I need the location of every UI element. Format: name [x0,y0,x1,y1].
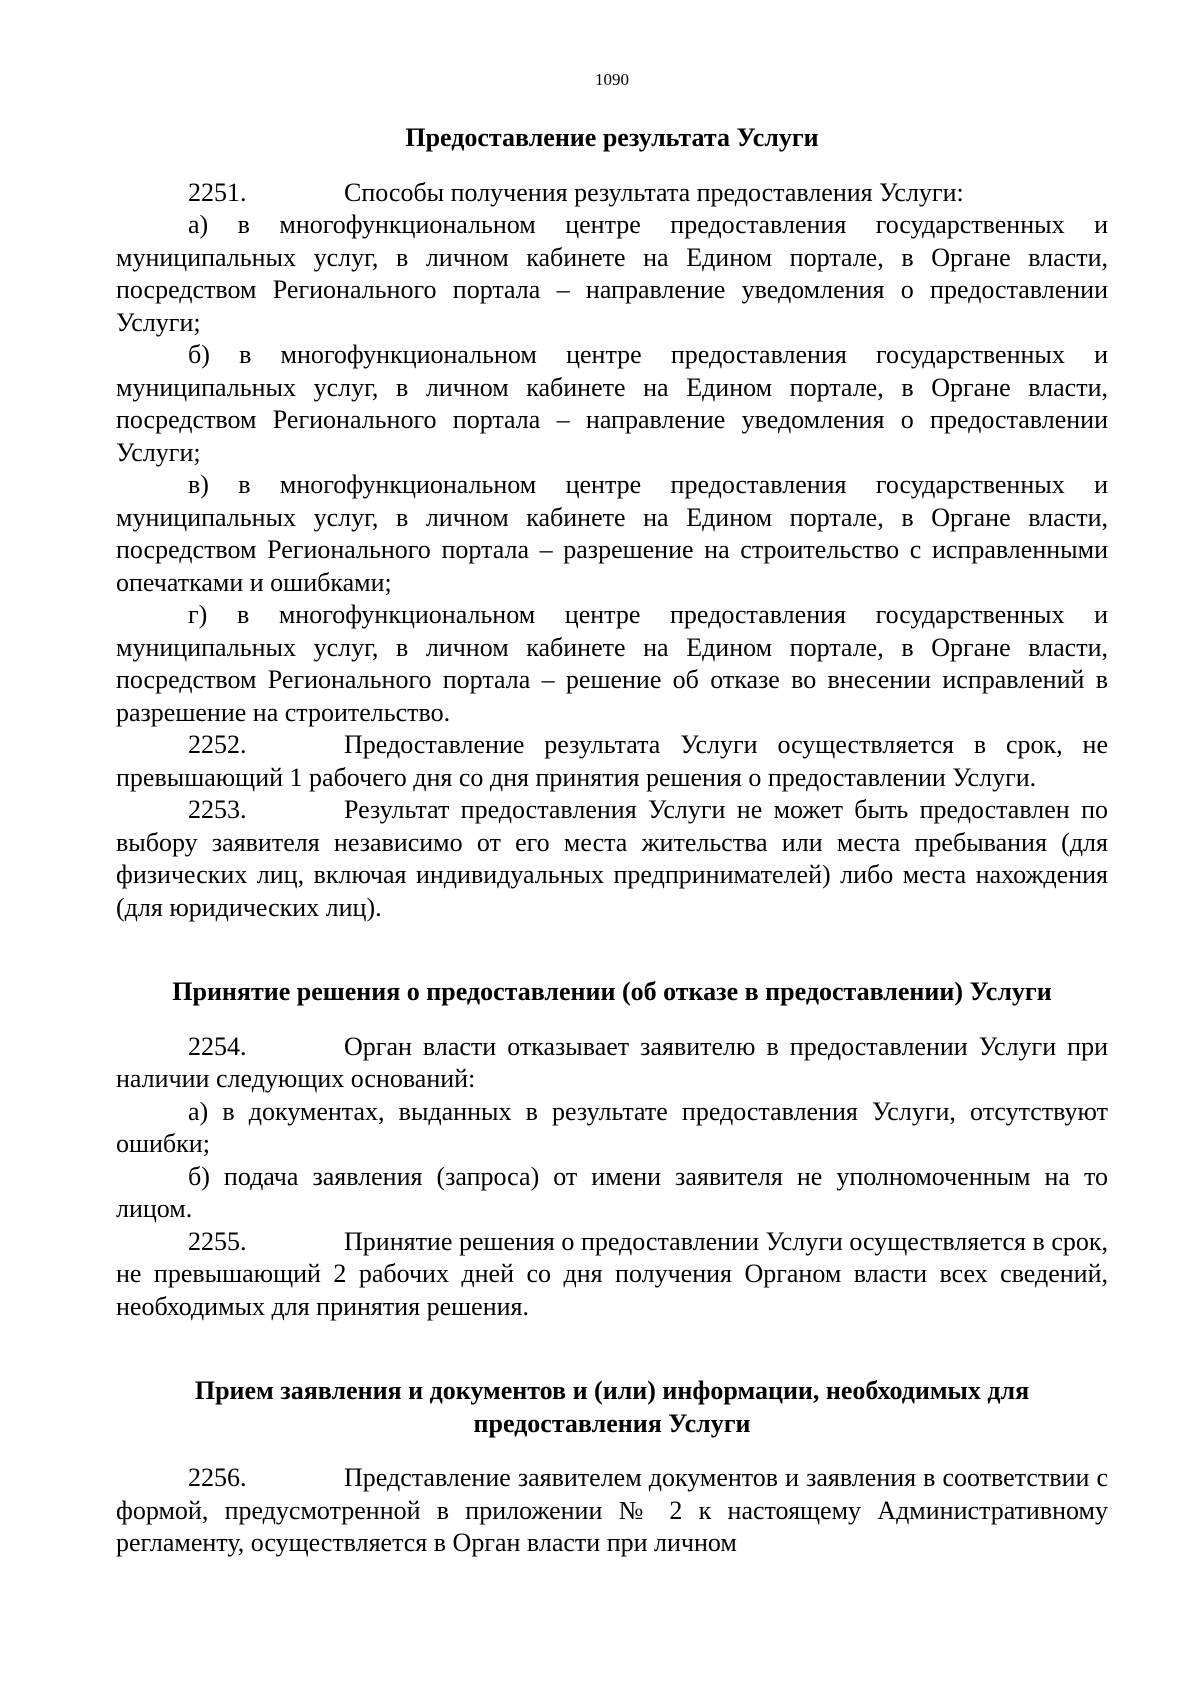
list-item: а) в многофункциональном центре предоставления государственных и муниципальных услуг, в личном кабинете на Едином портале, в Органе власти, посредством Регионального портала – направление уведомления о предоставлении Услуги; [116,210,1108,337]
page-number: 1090 [595,70,629,89]
section-heading: Прием заявления и документов и (или) информации, необходимых для предоставления Услуги [194,1376,1030,1438]
paragraph-text: Результат предоставления Услуги не может быть предоставлен по выбору заявителя независимо от его места жительства или места пребывания (для физических лиц, включая индивидуальных предпринимателей) либо места нахождения (для юридических лиц). [116,795,1108,922]
section-heading: Принятие решения о предоставлении (об отказе в предоставлении) Услуги [172,977,1052,1006]
paragraph-text: Орган власти отказывает заявителю в предоставлении Услуги при наличии следующих оснований: [116,1031,1108,1093]
paragraph-number: 2253. [188,795,247,824]
list-item: г) в многофункциональном центре предоставления государственных и муниципальных услуг, в личном кабинете на Едином портале, в Органе власти, посредством Регионального портала – решение об отказе во внесении исправлений в разрешение на строительство. [116,600,1108,727]
paragraph-text: Предоставление результата Услуги осуществляется в срок, не превышающий 1 рабочего дня со дня принятия решения о предоставлении Услуги. [116,730,1108,792]
list-item: а) в документах, выданных в результате предоставления Услуги, отсутствуют ошибки; [116,1096,1108,1158]
paragraph [116,1226,1108,1324]
paragraph-text: Способы получения результата предоставления Услуги: [344,177,964,207]
list-item: б) в многофункциональном центре предоставления государственных и муниципальных услуг, в личном кабинете на Едином портале, в Органе власти, посредством Регионального портала – направление уведомления о предоставлении Услуги; [116,340,1108,467]
paragraph [116,1031,1108,1096]
paragraph [116,794,1108,924]
paragraph-number: 2251. [188,177,247,207]
paragraph [116,729,1108,794]
paragraph [116,1462,1108,1560]
paragraph-number: 2256. [188,1463,247,1492]
section-heading: Предоставление результата Услуги [405,123,819,152]
paragraph-number: 2254. [188,1031,247,1061]
list-item: б) подача заявления (запроса) от имени заявителя не уполномоченным на то лицом. [116,1161,1108,1223]
list-item: в) в многофункциональном центре предоставления государственных и муниципальных услуг, в личном кабинете на Едином портале, в Органе власти, посредством Регионального портала – разрешение на строительство с исправленными опечатками и ошибками; [116,470,1108,597]
paragraph-text: Принятие решения о предоставлении Услуги осуществляется в срок, не превышающий 2 рабочих дней со дня получения Органом власти всех сведений, необходимых для принятия решения. [116,1226,1108,1321]
paragraph-number: 2255. [188,1226,247,1256]
paragraph-number: 2252. [188,730,247,759]
paragraph-text: Представление заявителем документов и заявления в соответствии с формой, предусмотренной в приложении № 2 к настоящему Административному регламенту, осуществляется в Орган власти при личном [116,1463,1108,1557]
paragraph [116,177,1108,210]
